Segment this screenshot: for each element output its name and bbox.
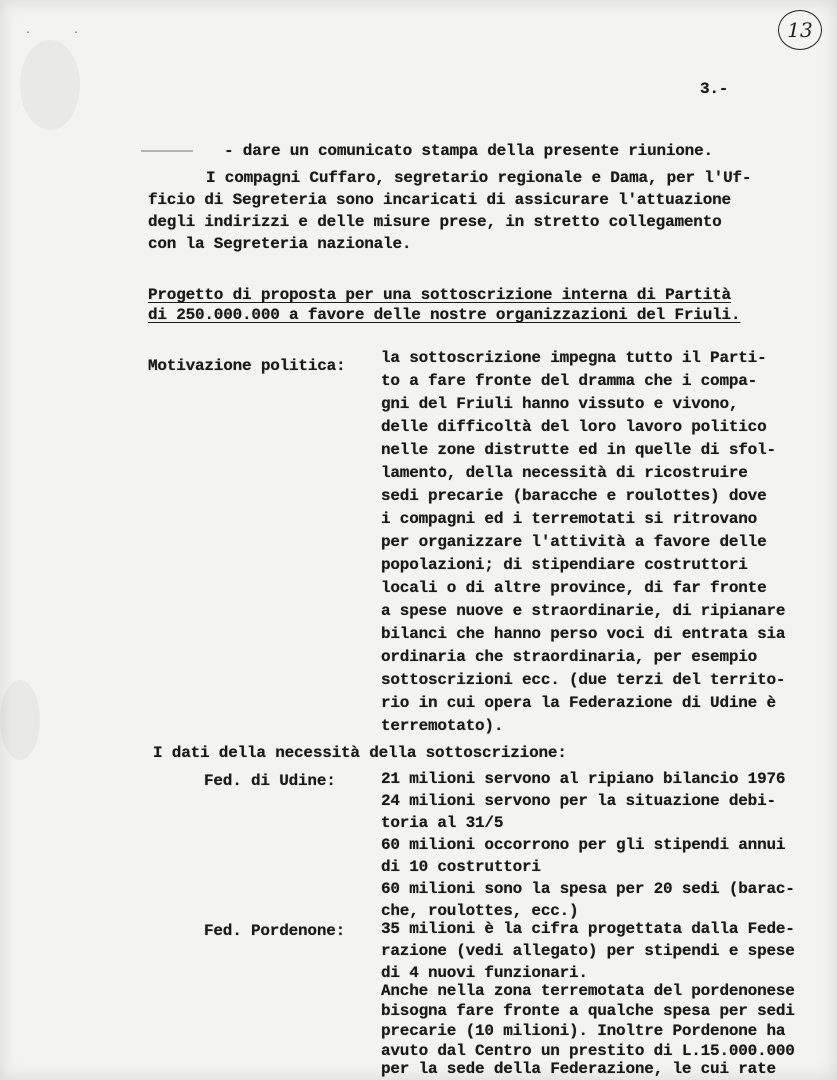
motivazione-line: lamento, della necessità di ricostruire	[381, 464, 748, 482]
udine-label: Fed. di Udine:	[204, 772, 336, 790]
pordenone-line: razione (vedi allegato) per stipendi e spese	[381, 942, 795, 960]
pordenone-extra-line: precarie (10 milioni). Inoltre Pordenone ha	[381, 1022, 786, 1040]
motivazione-line: la sottoscrizione impegna tutto il Parti-	[381, 349, 767, 367]
motivazione-line: gni del Friuli hanno vissuto e vivono,	[381, 395, 739, 413]
margin-line	[141, 150, 193, 152]
motivazione-line: sottoscrizioni ecc. (due terzi del territo-	[381, 671, 786, 689]
motivazione-line: sedi precarie (baracche e roulottes) dove	[381, 487, 767, 505]
intro-item: - dare un comunicato stampa della presente riunione.	[224, 142, 713, 160]
scan-smudge	[20, 40, 80, 130]
intro-line: degli indirizzi e delle misure prese, in stretto collegamento	[148, 213, 722, 231]
motivazione-line: to a fare fronte del dramma che i compa-	[381, 372, 758, 390]
motivazione-label: Motivazione politica:	[148, 357, 346, 375]
pordenone-line: 35 milioni è la cifra progettata dalla Fede-	[381, 920, 795, 938]
pordenone-extra-line: Anche nella zona terremotata del pordenonese	[381, 982, 795, 1000]
pordenone-label: Fed. Pordenone:	[204, 922, 346, 940]
motivazione-line: nelle zone distrutte ed in quelle di sfol-	[381, 441, 776, 459]
motivazione-line: a spese nuove e straordinarie, di ripianare	[381, 602, 786, 620]
udine-line: 24 milioni servono per la situazione debi-	[381, 792, 776, 810]
scan-smudge	[0, 680, 40, 760]
pordenone-extra-line: bisogna fare fronte a qualche spesa per sedi	[381, 1002, 795, 1020]
intro-line: con la Segreteria nazionale.	[148, 235, 412, 253]
udine-line: che, roulottes, ecc.)	[381, 902, 579, 920]
heading-line: Progetto di proposta per una sottoscrizione interna di Partità	[148, 286, 731, 304]
pordenone-extra-line: per la sede della Federazione, le cui rate	[381, 1060, 776, 1078]
page-number: 3.-	[700, 80, 729, 98]
intro-line: ficio di Segreteria sono incaricati di assicurare l'attuazione	[148, 191, 731, 209]
motivazione-line: per organizzare l'attività a favore delle	[381, 533, 767, 551]
udine-line: di 10 costruttori	[381, 858, 541, 876]
motivazione-line: popolazioni; di stipendiare costruttori	[381, 556, 748, 574]
scan-specks: · ·	[25, 28, 98, 39]
udine-line: 21 milioni servono al ripiano bilancio 1976	[381, 770, 786, 788]
dati-heading: I dati della necessità della sottoscrizione:	[153, 744, 567, 762]
motivazione-line: bilanci che hanno perso voci di entrata sia	[381, 625, 786, 643]
page-stamp-number: 13	[787, 18, 813, 42]
motivazione-line: i compagni ed i terremotati si ritrovano	[381, 510, 758, 528]
motivazione-line: locali o di altre province, di far fronte	[381, 579, 767, 597]
motivazione-line: delle difficoltà del loro lavoro politico	[381, 418, 767, 436]
heading-line: di 250.000.000 a favore delle nostre organizzazioni del Friuli.	[148, 306, 741, 324]
motivazione-line: ordinaria che straordinaria, per esempio	[381, 648, 758, 666]
intro-line: I compagni Cuffaro, segretario regionale e Dama, per l'Uf-	[206, 169, 752, 187]
udine-line: toria al 31/5	[381, 814, 504, 832]
pordenone-line: di 4 nuovi funzionari.	[381, 964, 588, 982]
pordenone-extra-line: avuto dal Centro un prestito di L.15.000.000	[381, 1042, 795, 1060]
udine-line: 60 milioni occorrono per gli stipendi annui	[381, 836, 786, 854]
motivazione-line: rio in cui opera la Federazione di Udine è	[381, 694, 776, 712]
motivazione-line: terremotato).	[381, 717, 504, 735]
udine-line: 60 milioni sono la spesa per 20 sedi (barac-	[381, 880, 795, 898]
page-stamp	[778, 10, 822, 50]
